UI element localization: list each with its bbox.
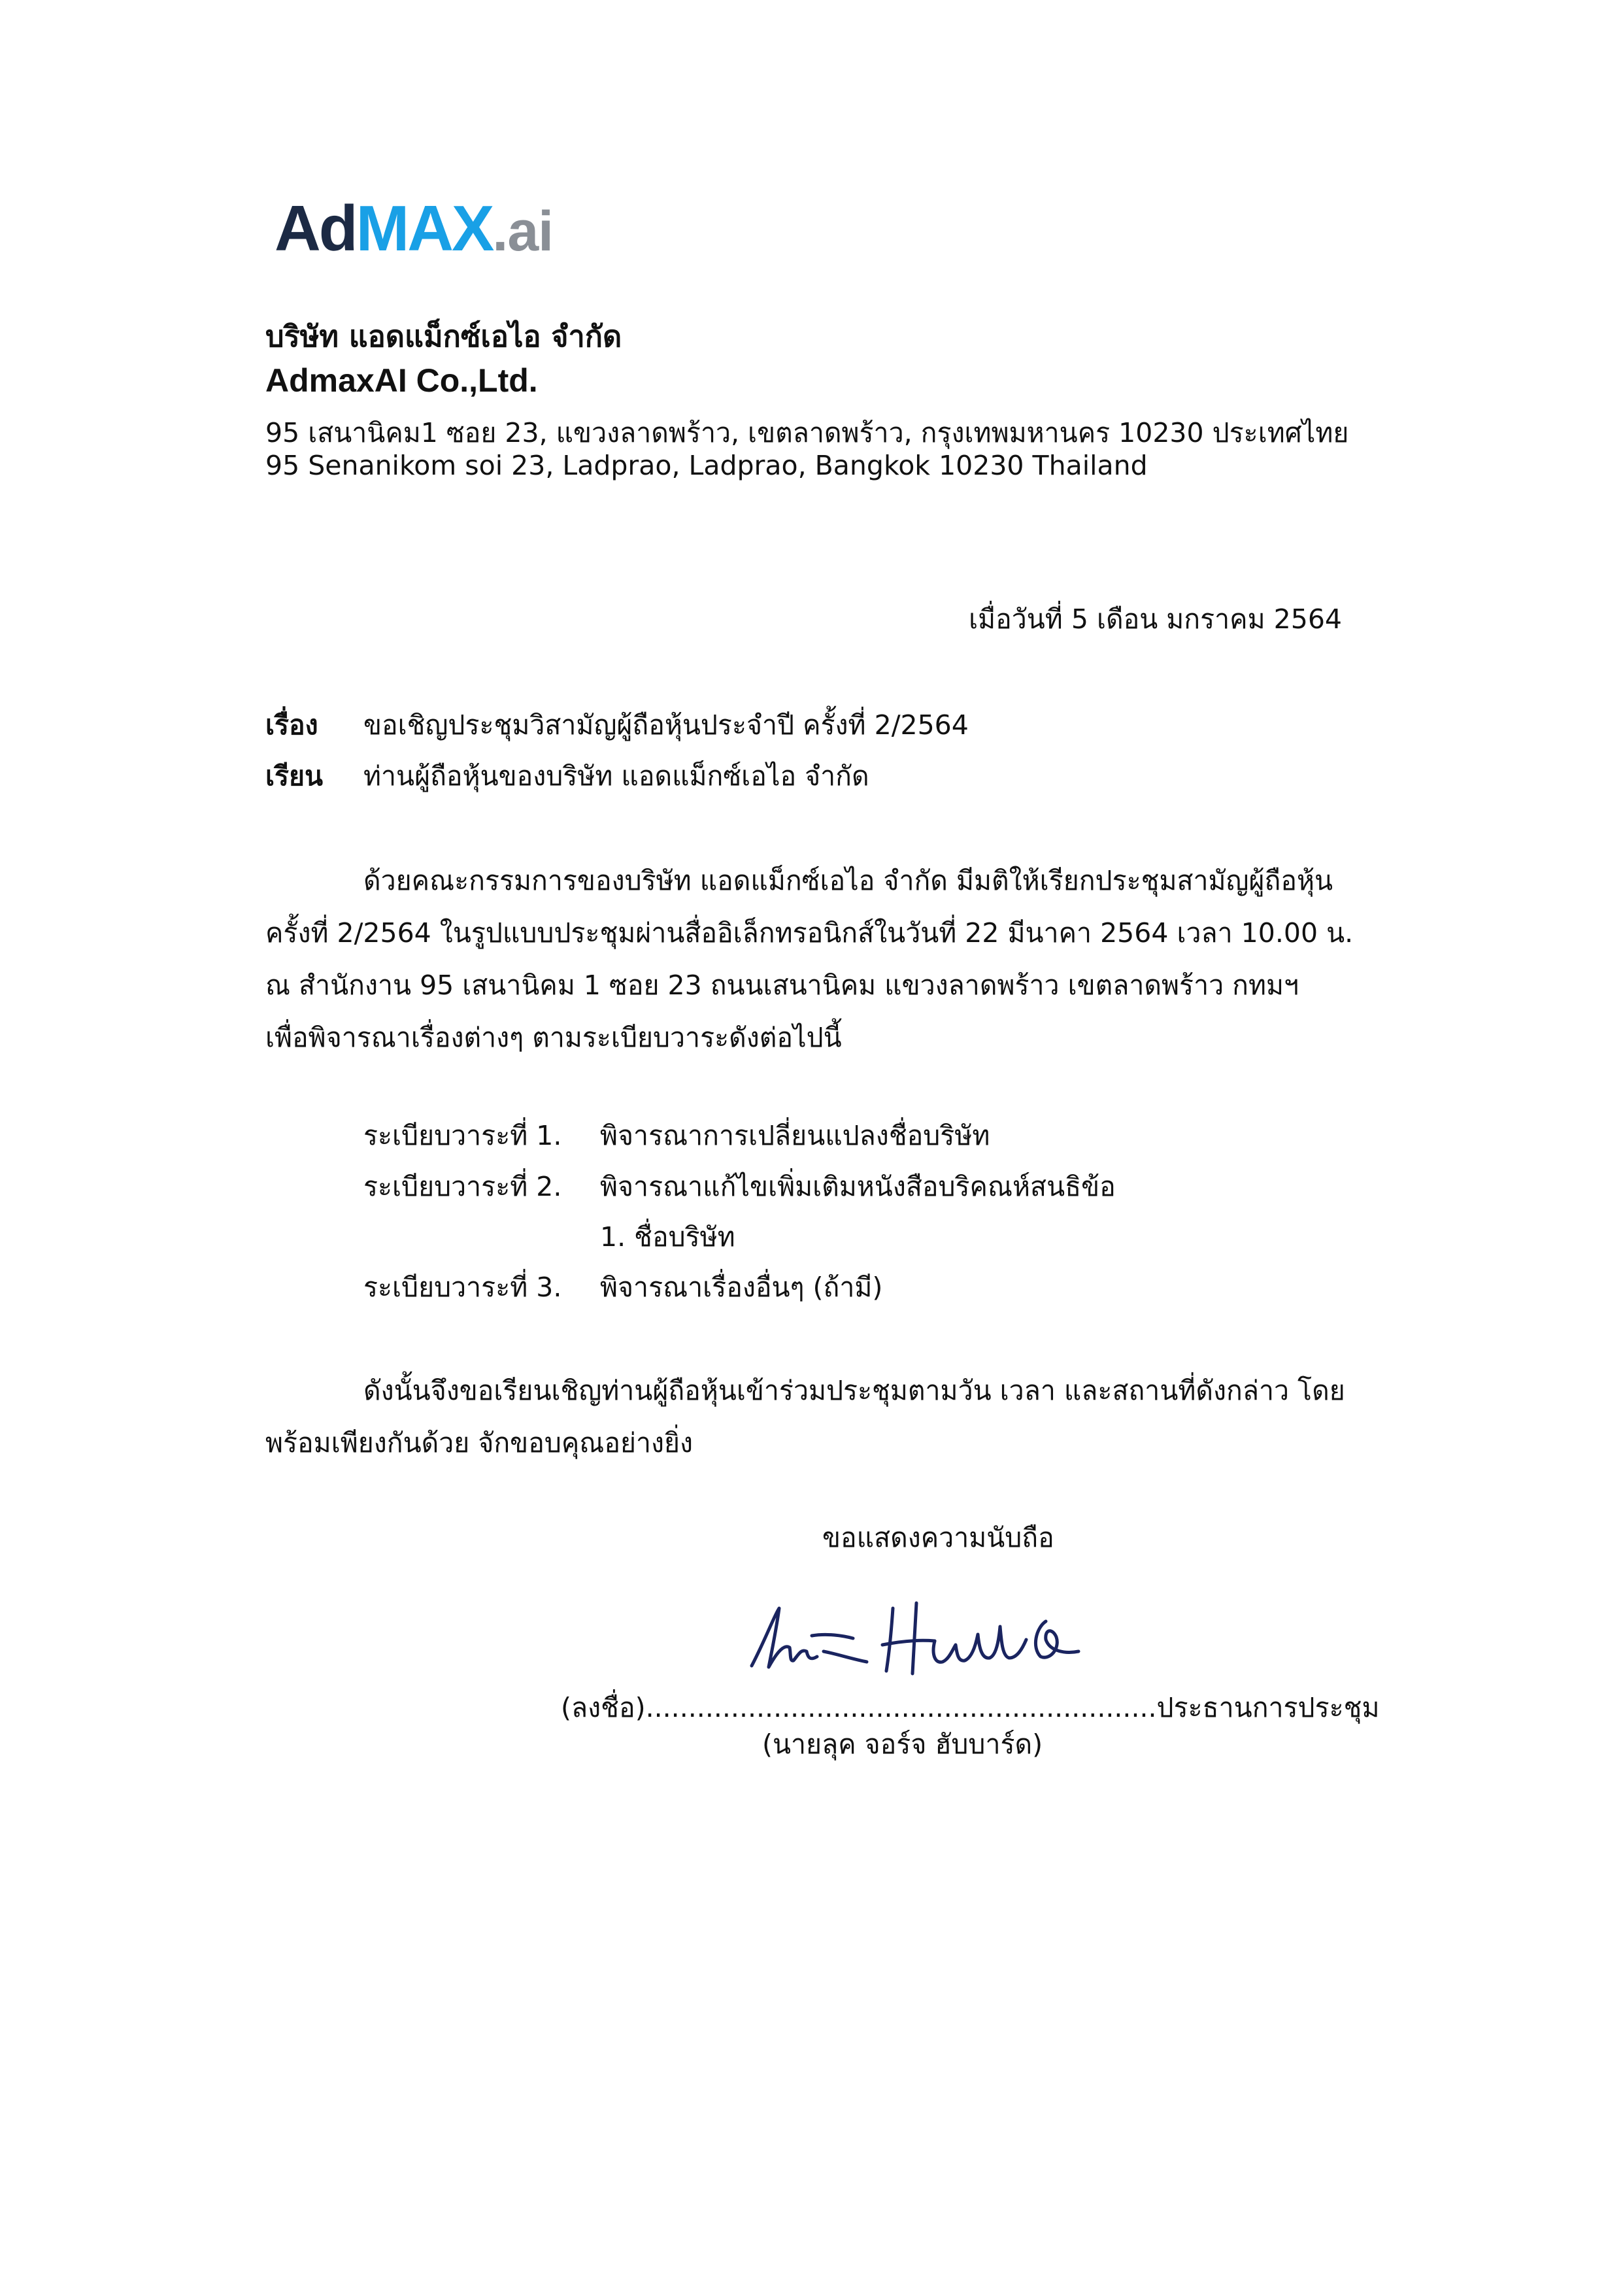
- closing-line-2: พร้อมเพียงกันด้วย จักขอบคุณอย่างยิ่ง: [265, 1427, 694, 1459]
- recipient-text: ท่านผู้ถือหุ้นของบริษัท แอดแม็กซ์เอไอ จำกัด: [363, 760, 869, 792]
- company-address-en: 95 Senanikom soi 23, Ladprao, Ladprao, Bangkok 10230 Thailand: [265, 450, 1148, 481]
- agenda-item-2-subitem: 1. ชื่อบริษัท: [600, 1221, 735, 1253]
- body-line-1: ด้วยคณะกรรมการของบริษัท แอดแม็กซ์เอไอ จำกัด มีมติให้เรียกประชุมสามัญผู้ถือหุ้น: [363, 865, 1333, 896]
- logo-text-ad: Ad: [275, 192, 356, 264]
- company-name-en: AdmaxAI Co.,Ltd.: [265, 362, 538, 399]
- logo-text-max: MAX: [356, 192, 493, 264]
- agenda-item-3-label: ระเบียบวาระที่ 3.: [363, 1272, 562, 1303]
- closing-line-1: ดังนั้นจึงขอเรียนเชิญท่านผู้ถือหุ้นเข้าร่วมประชุมตามวัน เวลา และสถานที่ดังกล่าว โดย: [363, 1375, 1345, 1406]
- agenda-item-1-text: พิจารณาการเปลี่ยนแปลงชื่อบริษัท: [600, 1120, 990, 1151]
- body-line-2: ครั้งที่ 2/2564 ในรูปแบบประชุมผ่านสื่ออิเล็กทรอนิกส์ในวันที่ 22 มีนาคา 2564 เวลา 10.00 น.: [265, 917, 1354, 949]
- agenda-item-1-label: ระเบียบวาระที่ 1.: [363, 1120, 562, 1151]
- body-line-3: ณ สำนักงาน 95 เสนานิคม 1 ซอย 23 ถนนเสนานิคม แขวงลาดพร้าว เขตลาดพร้าว กทมฯ: [265, 970, 1299, 1001]
- logo-text-ai: .ai: [492, 200, 554, 263]
- subject-text: ขอเชิญประชุมวิสามัญผู้ถือหุ้นประจำปี ครั้งที่ 2/2564: [363, 709, 969, 741]
- recipient-label: เรียน: [265, 760, 324, 792]
- signature-line: (ลงชื่อ)............................................................ประธานการประชุม: [561, 1692, 1380, 1723]
- subject-label: เรื่อง: [265, 709, 318, 741]
- closing-salutation: ขอแสดงความนับถือ: [822, 1522, 1054, 1553]
- letter-date: เมื่อวันที่ 5 เดือน มกราคม 2564: [969, 603, 1342, 635]
- company-address-th: 95 เสนานิคม1 ซอย 23, แขวงลาดพร้าว, เขตลาดพร้าว, กรุงเทพมหานคร 10230 ประเทศไทย: [265, 417, 1349, 448]
- handwritten-signature: [739, 1589, 1092, 1687]
- company-logo: [275, 192, 554, 264]
- agenda-item-3-text: พิจารณาเรื่องอื่นๆ (ถ้ามี): [600, 1272, 883, 1303]
- signatory-name: (นายลุค จอร์จ ฮับบาร์ด): [762, 1729, 1043, 1760]
- company-name-th: บริษัท แอดแม็กซ์เอไอ จำกัด: [265, 319, 622, 354]
- agenda-item-2-text: พิจารณาแก้ไขเพิ่มเติมหนังสือบริคณห์สนธิข้อ: [600, 1171, 1116, 1202]
- agenda-item-2-label: ระเบียบวาระที่ 2.: [363, 1171, 562, 1202]
- body-line-4: เพื่อพิจารณาเรื่องต่างๆ ตามระเบียบวาระดังต่อไปนี้: [265, 1022, 842, 1053]
